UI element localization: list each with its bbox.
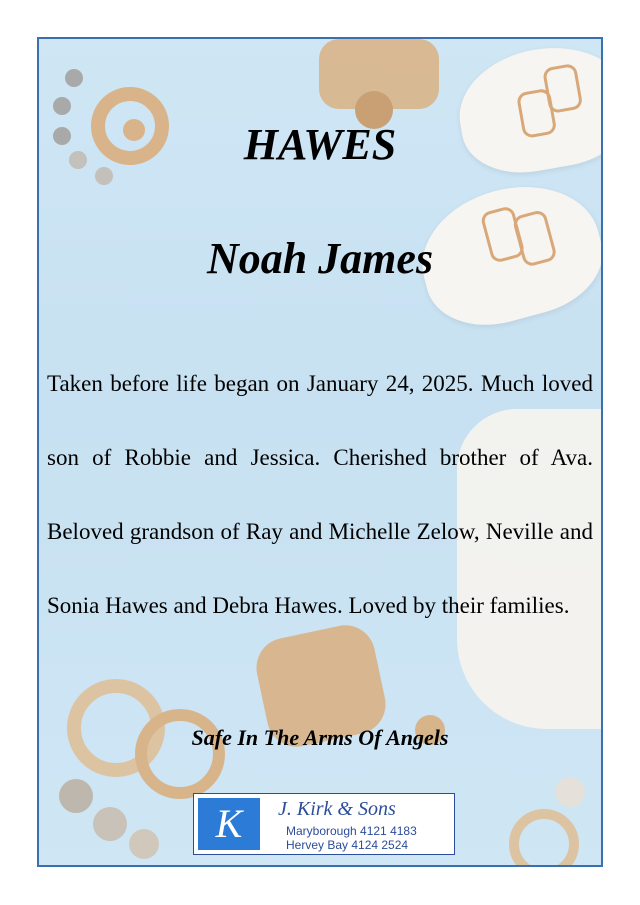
notice-content: [39, 39, 601, 865]
given-names-heading: Noah James: [206, 234, 434, 283]
surname-heading: HAWES: [243, 120, 397, 169]
notice-body: Taken before life began on January 24, 2025. Much loved son of Robbie and Jessica. Cherished brother of Ava. Beloved grandson of Ray and Michelle Zelow, Neville and Sonia Hawes and Debra Hawes. Loved by their families.: [47, 371, 593, 618]
notice-card: [37, 37, 603, 867]
funeral-director-logo: [193, 793, 455, 855]
logo-mark: K: [198, 798, 260, 850]
phone-line-hervey-bay: Hervey Bay 4124 2524: [286, 838, 409, 852]
closing-line: Safe In The Arms Of Angels: [191, 725, 449, 750]
funeral-director-name: J. Kirk & Sons: [278, 798, 396, 820]
phone-line-maryborough: Maryborough 4121 4183: [286, 824, 417, 838]
